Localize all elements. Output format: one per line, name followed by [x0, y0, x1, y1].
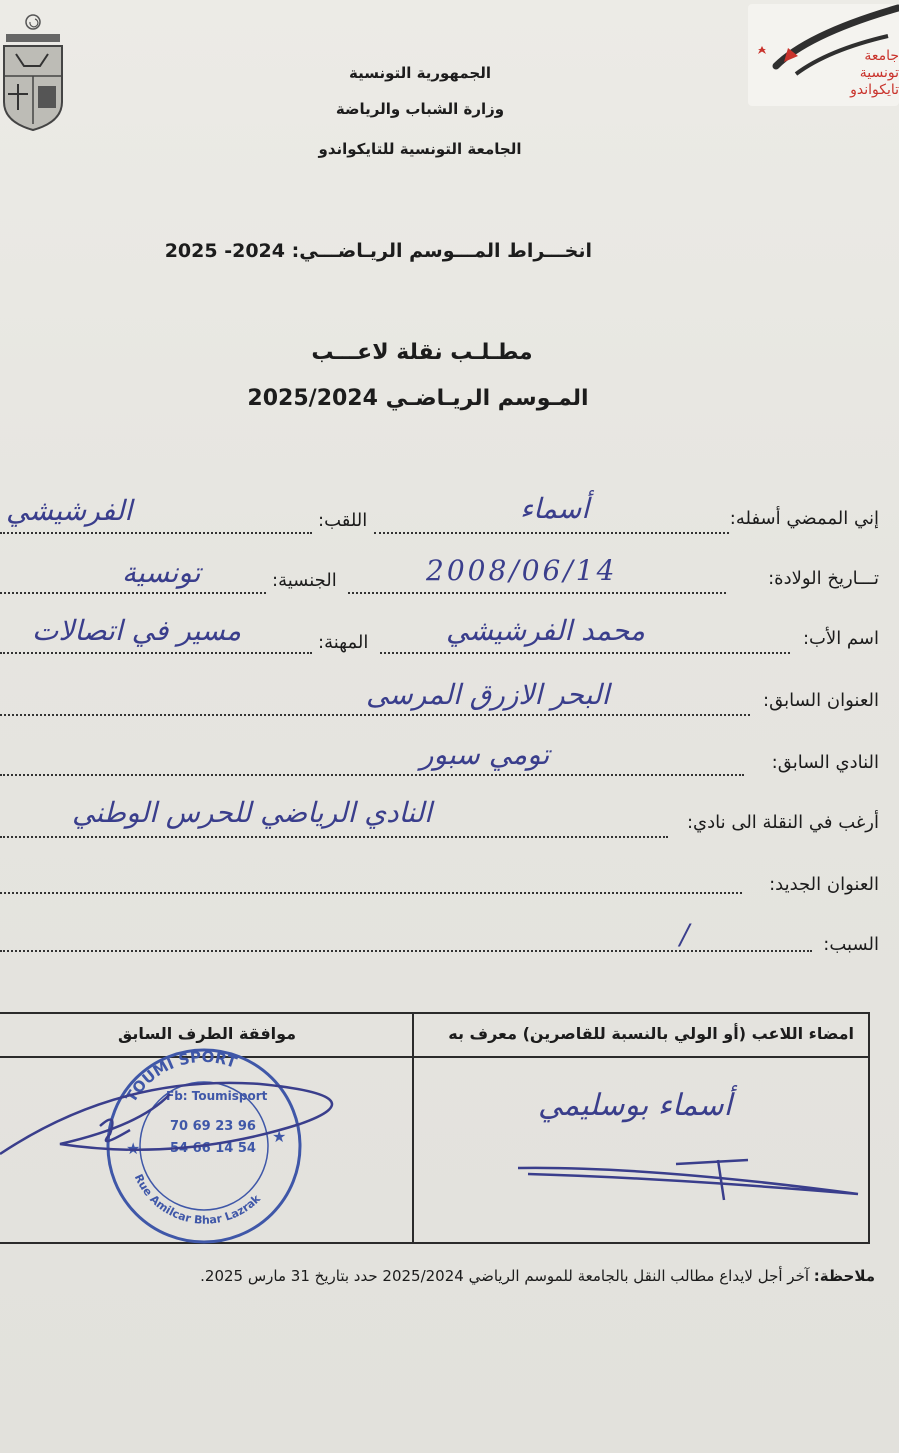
stamp-phone-2: 54 66 14 54	[170, 1141, 256, 1156]
stamp-phone-1: 70 69 23 96	[170, 1119, 256, 1134]
deadline-note	[115, 1254, 875, 1298]
nationality-dots	[0, 592, 266, 594]
undersigned-label: إني الممضي أسفله:	[729, 508, 879, 529]
previous-party-approval-header: موافقة الطرف السابق	[118, 1024, 297, 1043]
note-text: آخر أجل لايداع مطالب النقل بالجامعة للموسم الرياضي 2025/2024 حدد بتاريخ 31 مارس 2025.	[200, 1267, 810, 1285]
note-label: ملاحظة:	[813, 1267, 875, 1285]
nationality-value: تونسية	[122, 556, 201, 589]
document-title: مطـلـب نقلة لاعـــب	[311, 340, 533, 365]
birth-date-dots	[348, 592, 726, 594]
prev-address-label: العنوان السابق:	[763, 690, 879, 711]
stamp-address: Rue Amilcar Bhar Lazrak	[131, 1172, 264, 1227]
profession-label: المهنة:	[318, 632, 369, 653]
surname-label: اللقب:	[318, 510, 368, 531]
undersigned-dots	[374, 532, 729, 534]
player-signature-scribble	[418, 1056, 866, 1240]
surname-value: الفرشيشي	[6, 494, 133, 527]
federation-heading: الجامعة التونسية للتايكواندو	[318, 140, 522, 158]
prev-club-dots	[0, 774, 744, 776]
prev-club-label: النادي السابق:	[771, 752, 879, 773]
new-club-label: أرغب في النقلة الى نادي:	[686, 812, 879, 833]
undersigned-value: أسماء	[520, 492, 590, 525]
profession-dots	[0, 652, 312, 654]
new-address-dots	[0, 892, 742, 894]
stamp-name: TOUMI SPORT	[121, 1047, 240, 1106]
reason-dots	[0, 950, 812, 952]
birth-date-value: 2008/06/14	[426, 554, 618, 587]
father-name-dots	[380, 652, 790, 654]
federation-logo	[748, 4, 899, 106]
father-name-value: محمد الفرشيشي	[446, 614, 646, 647]
svg-text:Rue Amilcar Bhar Lazrak	[132, 1172, 264, 1227]
nationality-label: الجنسية:	[272, 570, 337, 591]
reason-value: /	[680, 918, 690, 951]
stamp-star-left-icon: ★	[126, 1139, 141, 1158]
previous-party-signature	[0, 1054, 370, 1164]
stamp-star-right-icon: ★	[272, 1127, 287, 1146]
prev-address-value: البحر الازرق المرسى	[366, 678, 610, 711]
new-club-value: النادي الرياضي للحرس الوطني	[72, 796, 432, 829]
table-column-divider	[412, 1014, 414, 1242]
reason-label: السبب:	[823, 934, 879, 955]
season-registration-line: انخـــراط المـــوسم الريـاضـــي: 2024- 2025	[164, 240, 592, 262]
profession-value: مسير في اتصالات	[32, 614, 242, 647]
prev-address-dots	[0, 714, 750, 716]
new-address-label: العنوان الجديد:	[769, 874, 879, 895]
father-name-label: اسم الأب:	[802, 628, 879, 649]
player-signature-header: امضاء اللاعب (أو الولي بالنسبة للقاصرين) معرف به	[448, 1024, 854, 1043]
federation-logo-text: جامعة تونسية تايكواندو	[850, 48, 899, 98]
republic-heading: الجمهورية التونسية	[349, 64, 491, 82]
player-signature-text: أسماء بوسليمي	[538, 1088, 732, 1123]
coat-of-arms-icon	[0, 6, 66, 132]
document-subtitle: المـوسم الريـاضـي 2025/2024	[247, 386, 589, 411]
birth-date-label: تـــاريخ الولادة:	[768, 568, 879, 589]
prev-club-value: تومي سبور	[420, 738, 550, 771]
new-club-dots	[0, 836, 668, 838]
stamp-facebook: Fb: Toumisport	[166, 1089, 268, 1103]
surname-dots	[0, 532, 312, 534]
ministry-heading: وزارة الشباب والرياضة	[335, 100, 505, 118]
